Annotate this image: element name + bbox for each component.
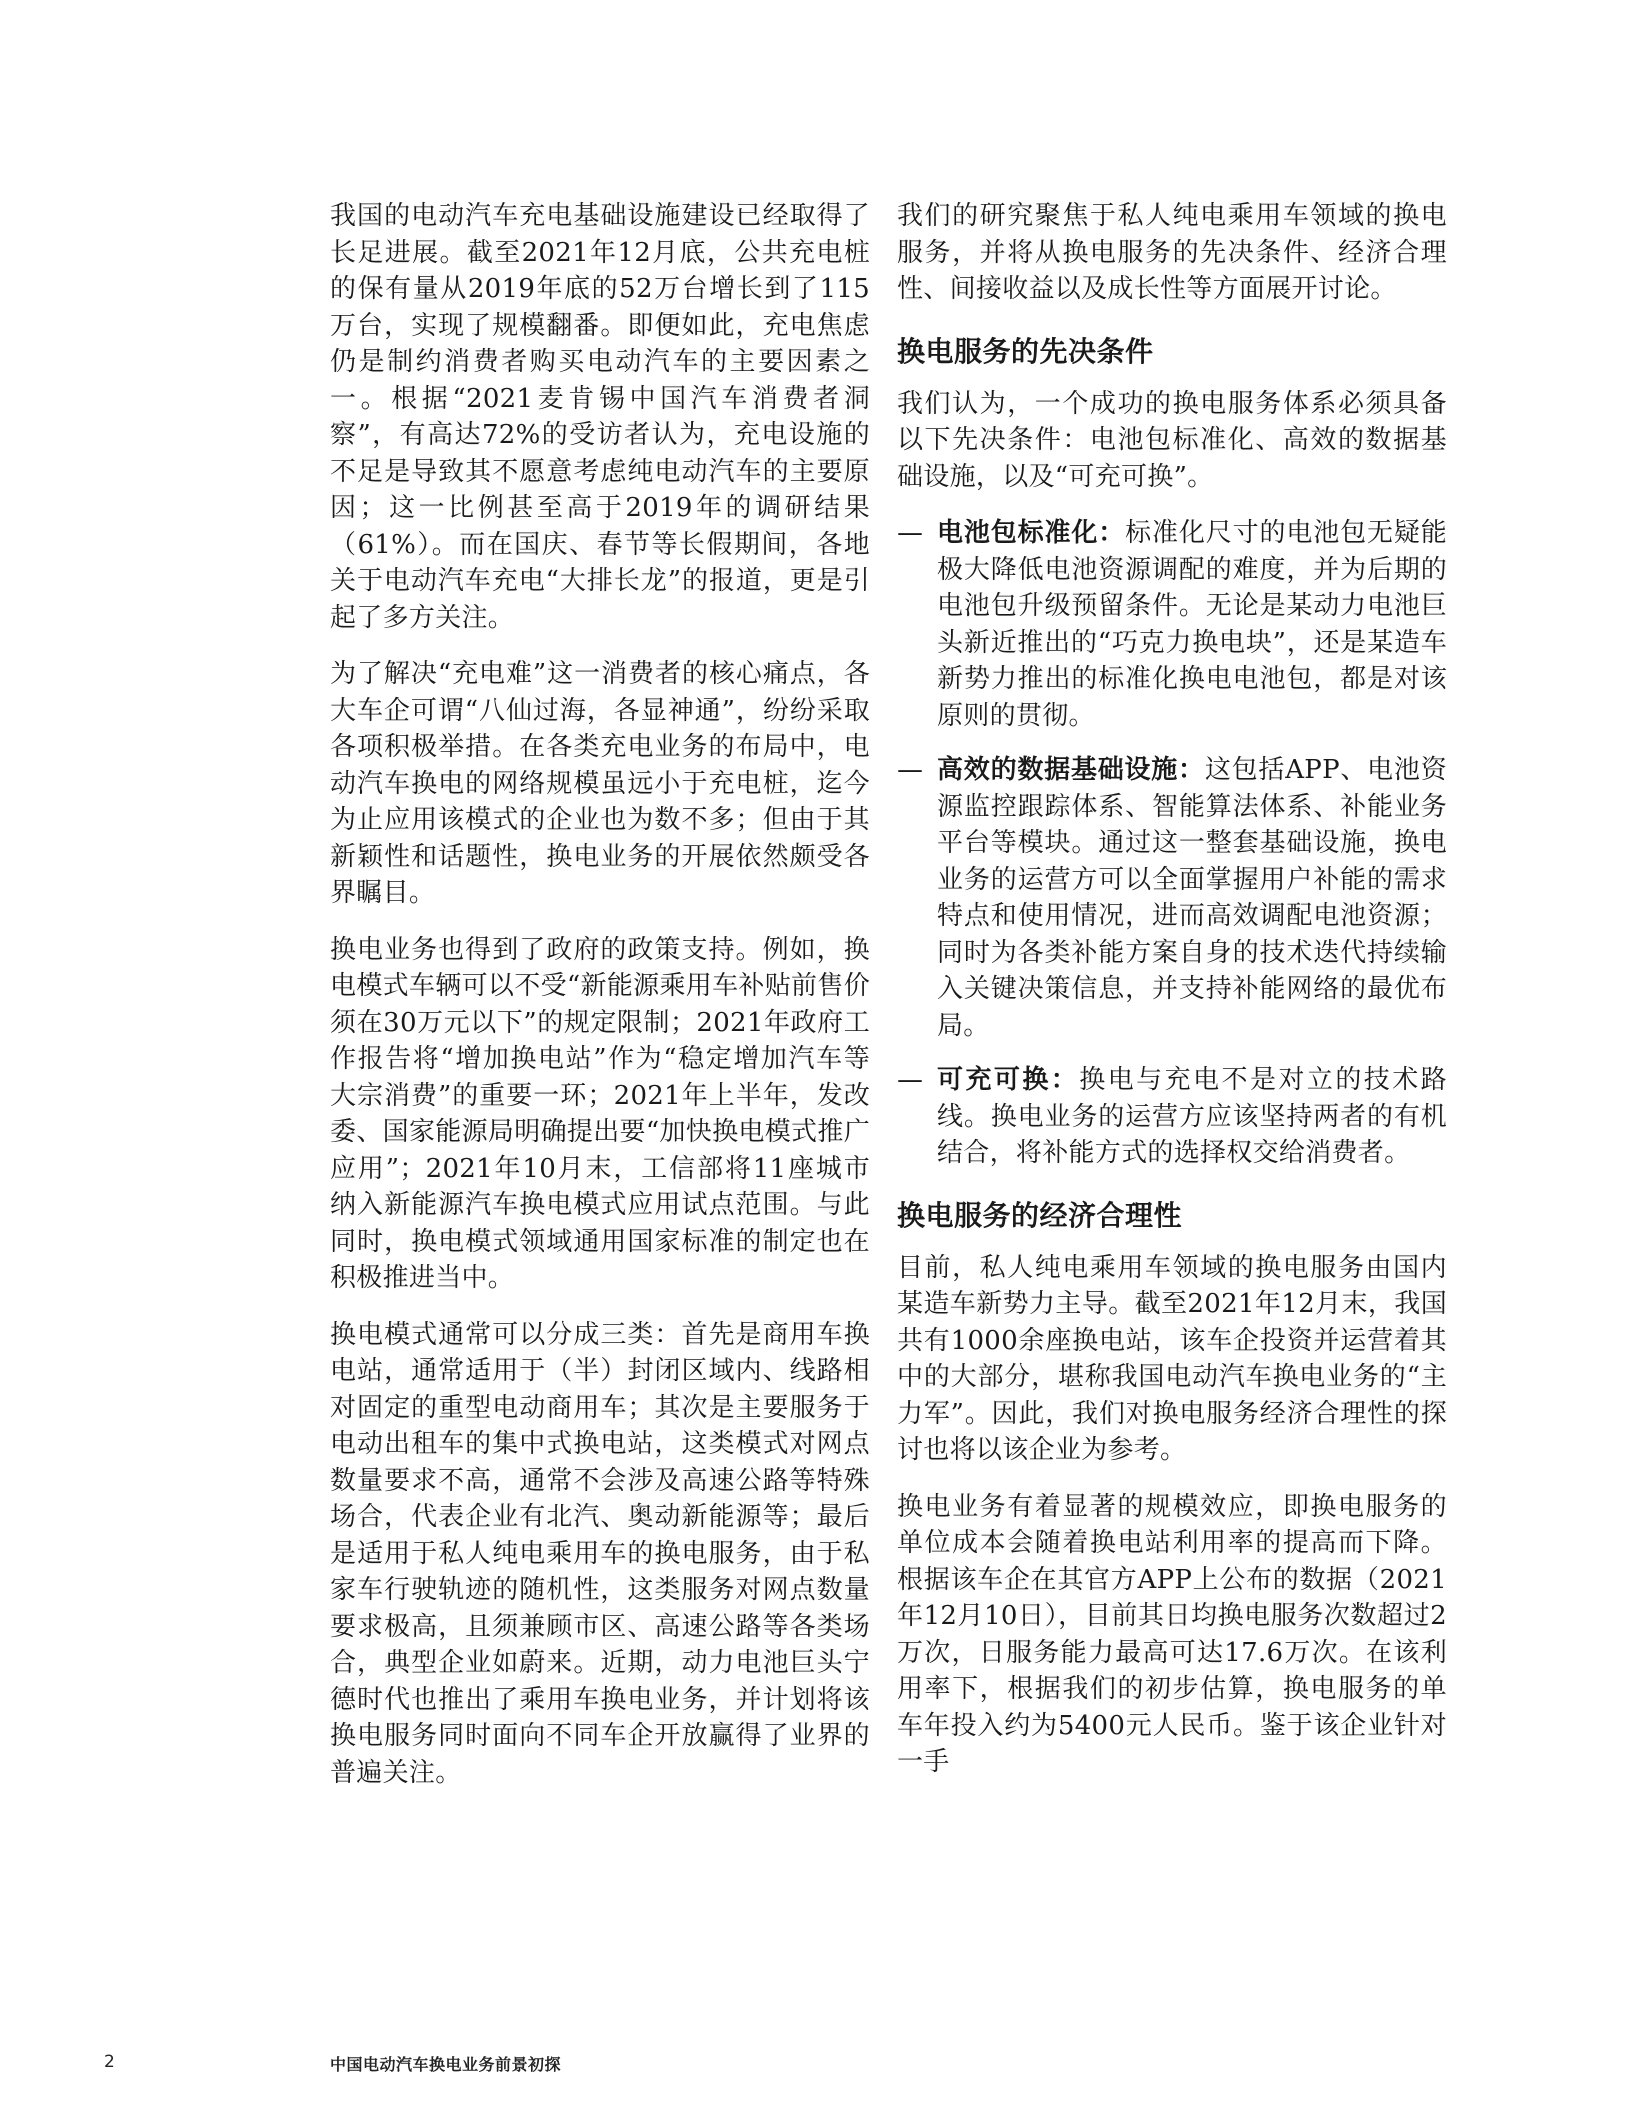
dash-marker: — xyxy=(897,755,924,785)
body-paragraph: 换电业务有着显著的规模效应，即换电服务的单位成本会随着换电站利用率的提高而下降。根据该车企在其官方APP上公布的数据（2021年12月10日），目前其日均换电服务次数超过2万次，日服务能力最高可达17.6万次。在该利用率下，根据我们的初步估算，换电服务的单车年投入约为5400元人民币。鉴于该企业针对一手 xyxy=(897,1491,1447,1777)
bullet-title: 电池包标准化： xyxy=(937,518,1126,548)
page-footer xyxy=(0,2052,1631,2082)
bullet-text: 标准化尺寸的电池包无疑能极大降低电池资源调配的难度，并为后期的电池包升级预留条件。无论是某动力电池巨头新近推出的“巧克力换电块”，还是某造车新势力推出的标准化换电电池包，都是对该原则的贯彻。 xyxy=(937,518,1447,731)
body-paragraph: 目前，私人纯电乘用车领域的换电服务由国内某造车新势力主导。截至2021年12月末，我国共有1000余座换电站，该车企投资并运营着其中的大部分，堪称我国电动汽车换电业务的“主力军”。因此，我们对换电服务经济合理性的探讨也将以该企业为参考。 xyxy=(897,1252,1447,1465)
bullet-title: 可充可换： xyxy=(937,1065,1080,1095)
left-column xyxy=(330,198,870,1811)
list-item xyxy=(897,752,1447,1044)
body-paragraph: 我国的电动汽车充电基础设施建设已经取得了长足进展。截至2021年12月底，公共充电桩的保有量从2019年底的52万台增长到了115万台，实现了规模翻番。即便如此，充电焦虑仍是制约消费者购买电动汽车的主要因素之一。根据“2021麦肯锡中国汽车消费者洞察”，有高达72%的受访者认为，充电设施的不足是导致其不愿意考虑纯电动汽车的主要原因；这一比例甚至高于2019年的调研结果（61%）。而在国庆、春节等长假期间，各地关于电动汽车充电“大排长龙”的报道，更是引起了多方关注。 xyxy=(330,201,870,633)
page-number: 2 xyxy=(104,2052,115,2072)
body-paragraph: 换电业务也得到了政府的政策支持。例如，换电模式车辆可以不受“新能源乘用车补贴前售价须在30万元以下”的规定限制；2021年政府工作报告将“增加换电站”作为“稳定增加汽车等大宗消费”的重要一环；2021年上半年，发改委、国家能源局明确提出要“加快换电模式推广应用”；2021年10月末，工信部将11座城市纳入新能源汽车换电模式应用试点范围。与此同时，换电模式领域通用国家标准的制定也在积极推进当中。 xyxy=(330,934,870,1293)
body-paragraph: 换电模式通常可以分成三类：首先是商用车换电站，通常适用于（半）封闭区域内、线路相对固定的重型电动商用车；其次是主要服务于电动出租车的集中式换电站，这类模式对网点数量要求不高，通常不会涉及高速公路等特殊场合，代表企业有北汽、奥动新能源等；最后是适用于私人纯电乘用车的换电服务，由于私家车行驶轨迹的随机性，这类服务对网点数量要求极高，且须兼顾市区、高速公路等各类场合，典型企业如蔚来。近期，动力电池巨头宁德时代也推出了乘用车换电业务，并计划将该换电服务同时面向不同车企开放赢得了业界的普遍关注。 xyxy=(330,1319,870,1788)
body-paragraph: 为了解决“充电难”这一消费者的核心痛点，各大车企可谓“八仙过海，各显神通”，纷纷采取各项积极举措。在各类充电业务的布局中，电动汽车换电的网络规模虽远小于充电桩，迄今为止应用该模式的企业也为数不多；但由于其新颖性和话题性，换电业务的开展依然颇受各界瞩目。 xyxy=(330,659,870,908)
section-heading-prerequisites: 换电服务的先决条件 xyxy=(897,334,1154,368)
body-paragraph: 我们认为，一个成功的换电服务体系必须具备以下先决条件：电池包标准化、高效的数据基础设施，以及“可充可换”。 xyxy=(897,388,1447,492)
report-title: 中国电动汽车换电业务前景初探 xyxy=(330,2055,562,2074)
list-item xyxy=(897,515,1447,734)
bullet-title: 高效的数据基础设施： xyxy=(937,755,1205,785)
dash-marker: — xyxy=(897,1065,924,1095)
intro-paragraph: 我们的研究聚焦于私人纯电乘用车领域的换电服务，并将从换电服务的先决条件、经济合理性、间接收益以及成长性等方面展开讨论。 xyxy=(897,201,1447,304)
list-item xyxy=(897,1062,1447,1172)
bullet-text: 换电与充电不是对立的技术路线。换电业务的运营方应该坚持两者的有机结合，将补能方式的选择权交给消费者。 xyxy=(937,1065,1447,1168)
bullet-text: 这包括APP、电池资源监控跟踪体系、智能算法体系、补能业务平台等模块。通过这一整套基础设施，换电业务的运营方可以全面掌握用户补能的需求特点和使用情况，进而高效调配电池资源；同时为各类补能方案自身的技术迭代持续输入关键决策信息，并支持补能网络的最优布局。 xyxy=(937,755,1447,1041)
right-column xyxy=(897,198,1447,1801)
prerequisite-list xyxy=(897,515,1447,1172)
dash-marker: — xyxy=(897,518,924,548)
section-heading-economics: 换电服务的经济合理性 xyxy=(897,1198,1183,1232)
